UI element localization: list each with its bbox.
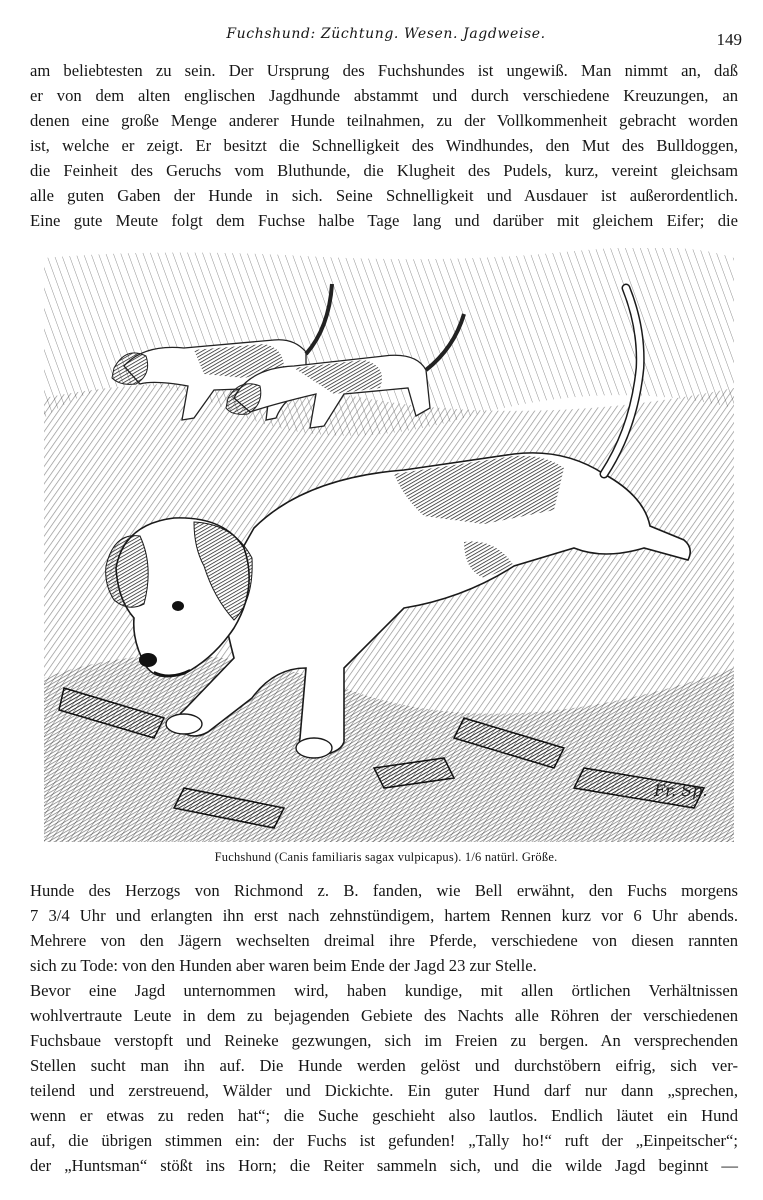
text-line: wenn er etwas zu reden hat“; die Suche geschieht also lautlos. Endlich läutet ein Hund <box>30 1106 738 1125</box>
text-line: Stellen sucht man ihn auf. Die Hunde werden gelöst und durchstöbern eifrig, sich ver- <box>30 1056 738 1075</box>
text-line: Hunde des Herzogs von Richmond z. B. fanden, wie Bell erwähnt, den Fuchs morgens <box>30 881 738 900</box>
text-line: er von dem alten englischen Jagdhunde abstammt und durch verschiedene Kreuzungen, an <box>30 86 738 105</box>
page-header <box>30 22 742 52</box>
text-line: Bevor eine Jagd unternommen wird, haben kundige, mit allen örtlichen Verhältnissen <box>30 981 738 1000</box>
text-line: wohlvertraute Leute in dem zu bejagenden Gebiete des Nachts alle Röhren der verschiedenen <box>30 1006 738 1025</box>
text-line: auf, die übrigen stimmen ein: der Fuchs ist gefunden! „Tally ho!“ ruft der „Einpeitscher“; <box>30 1131 738 1150</box>
text-line: die Feinheit des Geruchs vom Bluthunde, die Klugheit des Pudels, kurz, vereint gleichsam <box>30 161 738 180</box>
paragraph-bottom <box>30 878 738 1178</box>
text-line: Eine gute Meute folgt dem Fuchse halbe Tage lang und darüber mit gleichem Eifer; die <box>30 211 738 230</box>
page-number: 149 <box>716 30 742 49</box>
artist-signature: Fr. Sp. <box>654 781 708 800</box>
text-line: alle guten Gaben der Hunde in sich. Seine Schnelligkeit und Ausdauer ist außerordentlich. <box>30 186 738 205</box>
text-line: am beliebtesten zu sein. Der Ursprung des Fuchshundes ist ungewiß. Man nimmt an, daß <box>30 61 738 80</box>
text-line: ist, welche er zeigt. Er besitzt die Schnelligkeit des Windhundes, den Mut des Bulldoggen, <box>30 136 738 155</box>
text-line: sich zu Tode: von den Hunden aber waren beim Ende der Jagd 23 zur Stelle. <box>30 956 537 975</box>
text-line: Fuchsbaue verstopft und Reineke gezwungen, sich im Freien zu bergen. An versprechenden <box>30 1031 738 1050</box>
text-line: 7 3/4 Uhr und erlangten ihn erst nach zehnstündigem, hartem Rennen kurz vor 6 Uhr abends. <box>30 906 738 925</box>
paragraph-top <box>30 58 738 233</box>
text-line: der „Huntsman“ stößt ins Horn; die Reiter sammeln sich, und die wilde Jagd beginnt — <box>30 1156 738 1175</box>
text-line: Mehrere von den Jägern wechselten dreimal ihre Pferde, verschiedene von diesen rannten <box>30 931 738 950</box>
running-title: Fuchshund: Züchtung. Wesen. Jagdweise. <box>226 26 546 42</box>
text-line: teilend und zerstreuend, Wälder und Dickichte. Ein guter Hund darf nur dann „sprechen, <box>30 1081 738 1100</box>
figure-caption: Fuchshund (Canis familiaris sagax vulpicapus). 1/6 natürl. Größe. <box>214 850 558 864</box>
text-line: denen eine große Menge anderer Hunde teilnahmen, zu der Vollkommenheit gebracht worden <box>30 111 738 130</box>
engraving-svg <box>44 248 734 842</box>
foxhound-illustration <box>44 248 734 842</box>
